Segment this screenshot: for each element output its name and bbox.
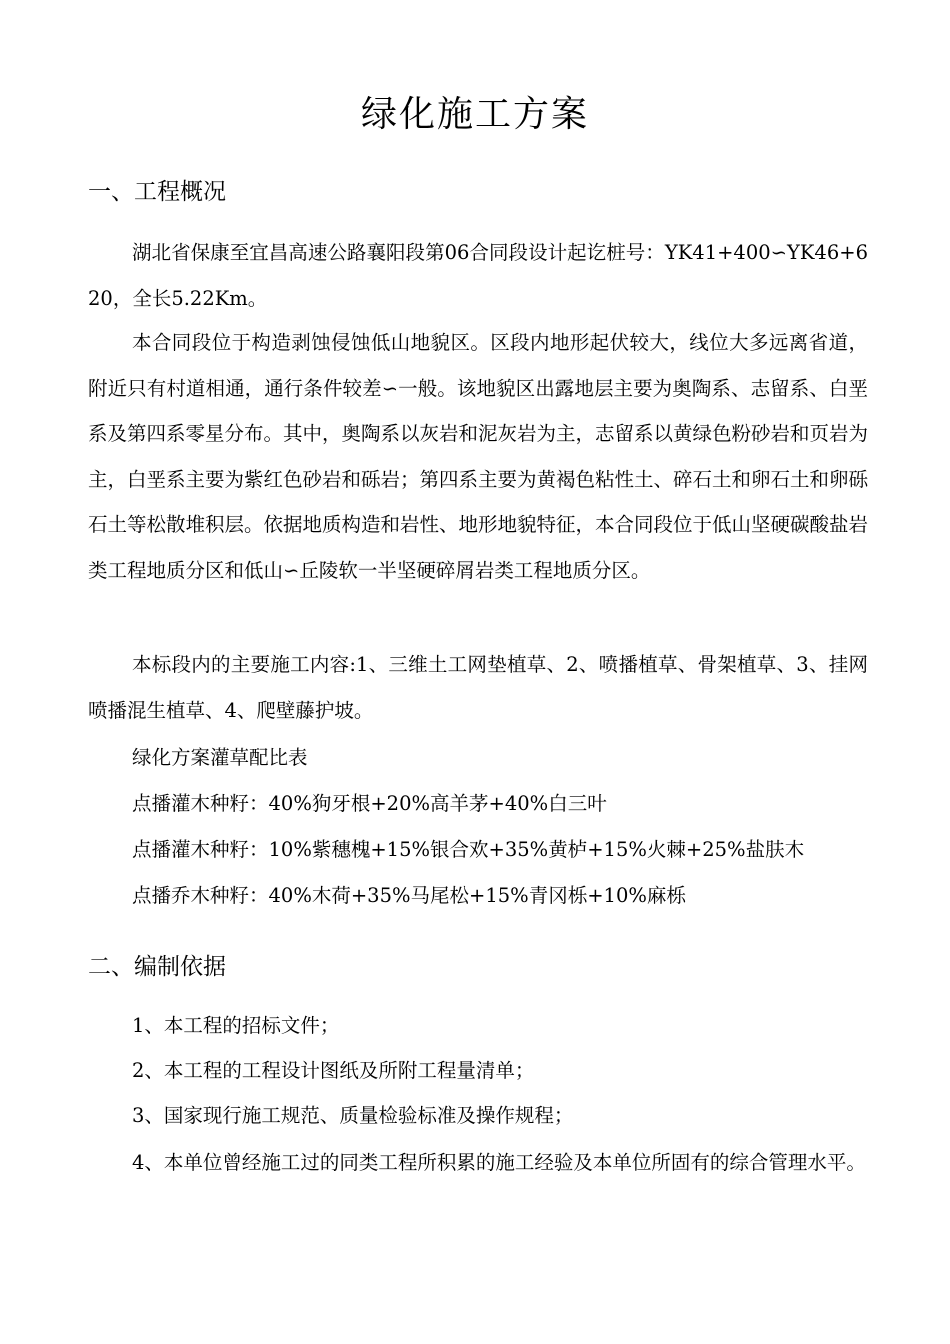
basis-item-2: 2、本工程的工程设计图纸及所附工程量清单； [132, 1059, 535, 1082]
basis-item-1: 1、本工程的招标文件； [132, 1014, 340, 1037]
paragraph-geology: 本合同段位于构造剥蚀侵蚀低山地貌区。区段内地形起伏较大，线位大多远离省道，附近只有村道相通，通行条件较差∽一般。该地貌区出露地层主要为奥陶系、志留系、白垩系及第四系零星分布。其中，奥陶系以灰岩和泥灰岩为主，志留系以黄绿色粉砂岩和页岩为主，白垩系主要为紫红色砂岩和砾岩；第四系主要为黄褐色粘性土、碎石土和卵石土和卵砾石土等松散堆积层。依据地质构造和岩性、地形地貌特征，本合同段位于低山坚硬碳酸盐岩类工程地质分区和低山∽丘陵软一半坚硬碎屑岩类工程地质分区。 [88, 331, 869, 582]
section-heading-basis: 二、编制依据 [88, 954, 226, 980]
basis-item-3: 3、国家现行施工规范、质量检验标准及操作规程； [132, 1104, 574, 1127]
paragraph-project-location: 湖北省保康至宜昌高速公路襄阳段第06合同段设计起讫桩号：YK41+400∽YK46+620，全长5.22Km。 [88, 241, 868, 310]
section-heading-overview: 一、工程概况 [88, 179, 226, 205]
paragraph-construction-scope: 本标段内的主要施工内容:1、三维土工网垫植草、2、喷播植草、骨架植草、3、挂网喷播混生植草、4、爬壁藤护坡。 [88, 653, 868, 722]
mix-line-1: 点播灌木种籽：40%狗牙根+20%高羊茅+40%白三叶 [132, 792, 607, 815]
document-title: 绿化施工方案 [360, 94, 589, 135]
table-caption: 绿化方案灌草配比表 [132, 746, 308, 769]
mix-line-3: 点播乔木种籽：40%木荷+35%马尾松+15%青冈栎+10%麻栎 [132, 884, 686, 907]
mix-line-2: 点播灌木种籽：10%紫穗槐+15%银合欢+35%黄栌+15%火棘+25%盐肤木 [132, 838, 805, 861]
basis-item-4: 4、本单位曾经施工过的同类工程所积累的施工经验及本单位所固有的综合管理水平。 [132, 1151, 866, 1174]
